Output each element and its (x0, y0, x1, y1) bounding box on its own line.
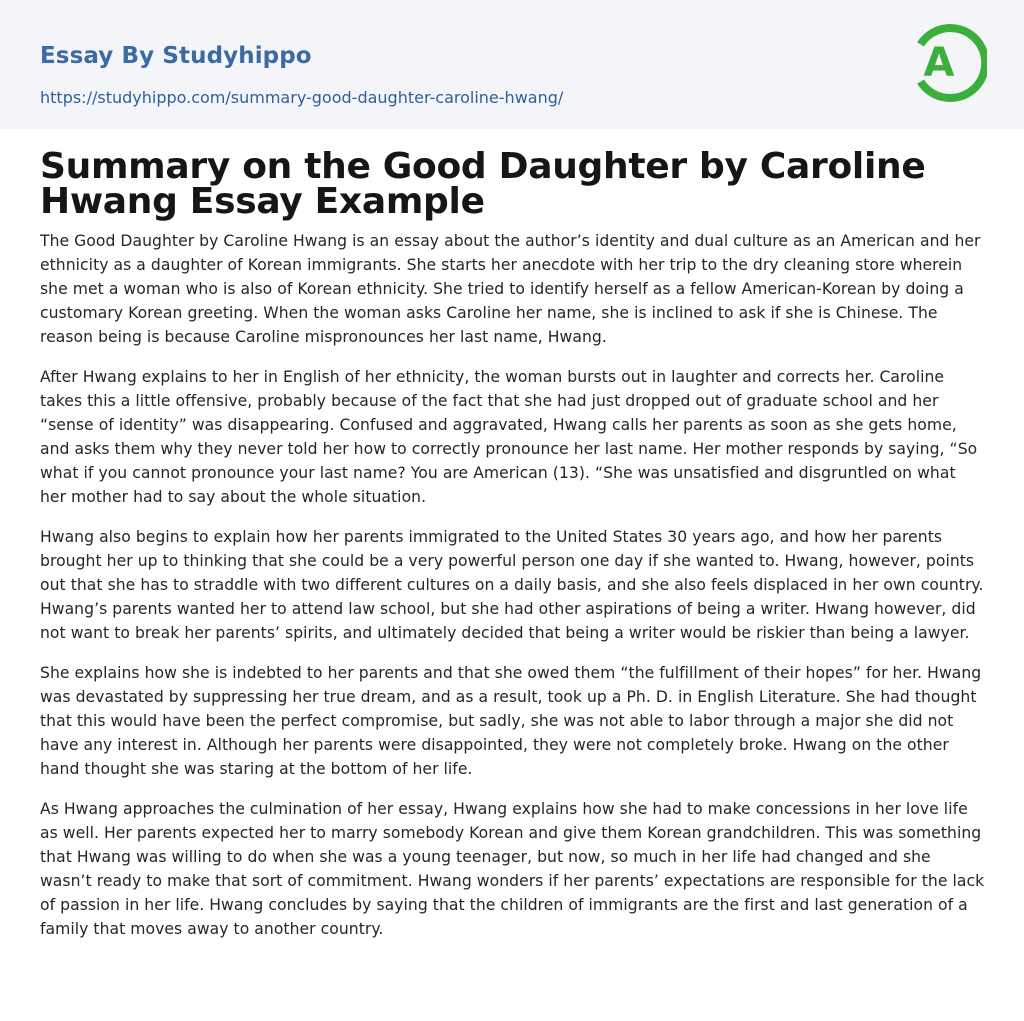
article (0, 146, 1024, 941)
article-paragraph: She explains how she is indebted to her parents and that she owed them “the fulfillment of their hopes” for her. Hwang was devastated by suppressing her true dream, and as a result, took up a Ph. D. in English Literature. She had thought that this would have been the perfect compromise, but sadly, she was not able to labor through a major she did not have any interest in. Although her parents were disappointed, they were not completely broke. Hwang on the other hand thought she was staring at the bottom of her life. (40, 664, 982, 778)
site-header (0, 0, 1024, 129)
article-title: Summary on the Good Daughter by Caroline Hwang Essay Example (40, 146, 926, 222)
article-paragraph: The Good Daughter by Caroline Hwang is an essay about the author’s identity and dual culture as an American and her ethnicity as a daughter of Korean immigrants. She starts her anecdote with her trip to the dry cleaning store wherein she met a woman who is also of Korean ethnicity. She tried to identify herself as a fellow American-Korean by doing a customary Korean greeting. When the woman asks Caroline her name, she is inclined to ask if she is Chinese. The reason being is because Caroline mispronounces her last name, Hwang. (40, 232, 981, 346)
article-paragraph: As Hwang approaches the culmination of her essay, Hwang explains how she had to make concessions in her love life as well. Her parents expected her to marry somebody Korean and give them Korean grandchildren. This was something that Hwang was willing to do when she was a young teenager, but now, so much in her life had changed and she wasn’t ready to make that sort of commitment. Hwang wonders if her parents’ expectations are responsible for the lack of passion in her life. Hwang concludes by saying that the children of immigrants are the first and last generation of a family that moves away to another country. (40, 800, 985, 938)
article-paragraph: After Hwang explains to her in English of her ethnicity, the woman bursts out in laughter and corrects her. Caroline takes this a little offensive, probably because of the fact that she had just dropped out of graduate school and her “sense of identity” was disappearing. Confused and aggravated, Hwang calls her parents as soon as she gets home, and asks them why they never told her how to correctly pronounce her last name. Her mother responds by saying, “So what if you cannot pronounce your last name? You are American (13). “She was unsatisfied and disgruntled on what her mother had to say about the whole situation. (40, 368, 978, 506)
page-url-link[interactable]: https://studyhippo.com/summary-good-daughter-caroline-hwang/ (40, 88, 564, 107)
studyhippo-logo-icon[interactable] (911, 19, 987, 107)
site-brand[interactable]: Essay By Studyhippo (40, 43, 312, 69)
article-paragraph: Hwang also begins to explain how her parents immigrated to the United States 30 years ago, and how her parents brought her up to thinking that she could be a very powerful person one day if she wanted to. Hwang, however, points out that she has to straddle with two different cultures on a daily basis, and she also feels displaced in her own country. Hwang’s parents wanted her to attend law school, but she had other aspirations of being a writer. Hwang however, did not want to break her parents’ spirits, and ultimately decided that being a writer would be riskier than being a lawyer. (40, 528, 984, 642)
logo-letter: A (923, 40, 955, 86)
